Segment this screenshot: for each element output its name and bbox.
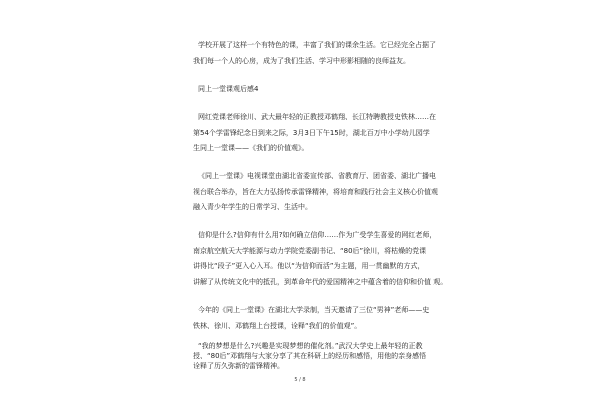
paragraph-line-14: 铁林、徐川、邓鹤翔上台授课，诠释“我们的价值观”。 xyxy=(193,322,362,330)
paragraph-line-10: 南京航空航天大学能源与动力学院党委副书记、“80后”徐川，将枯燥的党课 xyxy=(193,247,427,255)
paragraph-line-7: 视台联合举办，旨在大力弘扬传承雷锋精神，将培育和践行社会主义核心价值观 xyxy=(193,188,438,196)
paragraph-line-2: 我们每一个人的心房，成为了我们生活、学习中形影相随的良师益友。 xyxy=(193,57,410,65)
paragraph-line-15: “我的梦想是什么?兴趣是实现梦想的催化剂。”武汉大学史上最年轻的正教 xyxy=(198,342,423,350)
paragraph-line-16: 授、“80后”邓鹤翔与大家分享了其在科研上的经历和感悟，用他的亲身感悟 xyxy=(193,352,427,360)
paragraph-line-12: 讲解了从传统文化中的抵孔，到革命年代的爱国精神之中蕴含着的信仰和价值 观。 xyxy=(193,278,448,286)
paragraph-line-9: 信仰是什么?信仰有什么用?如何确立信仰……作为广受学生喜爱的网红老师， xyxy=(198,231,437,239)
paragraph-line-1: 学校开展了这样一个有特色的课，丰富了我们的课余生活。它已经完全占据了 xyxy=(198,41,436,49)
paragraph-line-6: 《同上一堂课》电视课堂由湖北省委宣传部、省教育厅、团省委、湖北广播电 xyxy=(198,172,436,180)
paragraph-line-5: 生同上一堂课——《我们的价值观》。 xyxy=(193,144,309,152)
paragraph-line-11: 讲得比“段子”更入心入耳。他以“为信仰而活”为主题，用一贯幽默的方式， xyxy=(193,262,425,270)
paragraph-line-13: 今年的《同上一堂课》在湖北大学录制，当天邀请了三位“男神”老师——史 xyxy=(198,306,430,314)
paragraph-line-3: 网红党课老师徐川、武大最年轻的正教授邓鹤翔、长江特聘教授史铁林……在 xyxy=(198,113,436,121)
paragraph-line-8: 融入青少年学生的日常学习、生活中。 xyxy=(193,203,312,211)
paragraph-line-4: 第54个学雷锋纪念日到来之际，3月3日下午15时，湖北百万中小学幼儿园学 xyxy=(193,129,430,137)
section-heading: 同上一堂课观后感4 xyxy=(198,85,259,93)
page-number: 5 / 8 xyxy=(294,377,306,383)
paragraph-line-17: 诠释了历久弥新的雷锋精神。 xyxy=(193,362,284,370)
